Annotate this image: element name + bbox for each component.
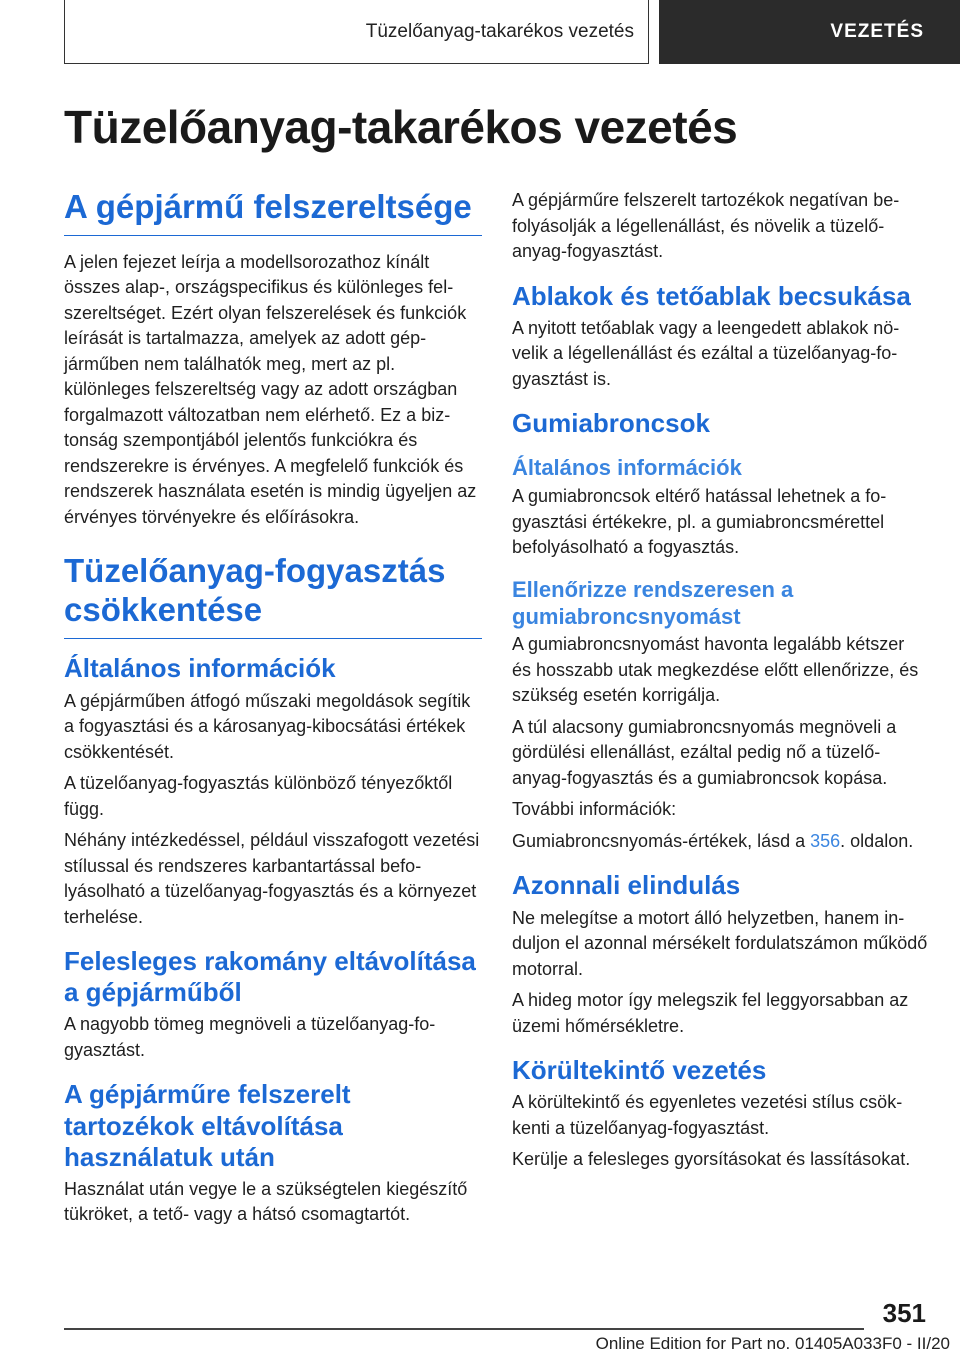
right-column: [512, 188, 928, 1179]
paragraph-factors: A tüzelőanyag-fogyasztás különböző tényezőktől függ.: [64, 773, 453, 819]
footer-divider: [64, 1328, 864, 1330]
page-number: 351: [882, 1298, 926, 1328]
subheading-remove-accessories: A gépjárműre felszerelt tartozékok eltávolítása használatuk után: [64, 1079, 351, 1172]
paragraph-remove-accessories: Használat után vegye le a szükségtelen kiegészítő tükröket, a tető- vagy a hátsó csomagtartót.: [64, 1178, 468, 1225]
subheading-tyre-pressure: Ellenőrizze rendszeresen a gumiabroncsnyomást: [512, 576, 794, 629]
footer-edition: Online Edition for Part no. 01405A033F0 - II/20: [595, 1334, 950, 1353]
section-title-fuel-reduction: Tüzelőanyag-fogyasztás csökkentése: [64, 552, 482, 639]
reference-suffix: . oldalon.: [840, 830, 914, 851]
paragraph-windows: A nyitott tetőablak vagy a leengedett ablakok növelik a légellenállást és ezáltal a tüzelőanyag-fogyasztást is.: [512, 317, 900, 389]
paragraph-tyres-general: A gumiabroncsok eltérő hatással lehetnek a fogyasztási értékekre, pl. a gumiabroncsmérettel befolyásolható a fogyasztás.: [512, 486, 887, 558]
page-title: Tüzelőanyag-takarékos vezetés: [64, 101, 738, 153]
paragraph-weight: A nagyobb tömeg megnöveli a tüzelőanyag-fogyasztást.: [64, 1014, 436, 1060]
paragraph-pressure-check: A gumiabroncsnyomást havonta legalább kétszer és hosszabb utak megkezdése előtt ellenőrizze, és szükség esetén korrigálja.: [512, 634, 919, 706]
subheading-windows: Ablakok és tetőablak becsukása: [512, 280, 911, 311]
subheading-general-info: Általános információk: [64, 653, 336, 684]
left-column: [64, 188, 482, 1234]
paragraph-pressure-low: A túl alacsony gumiabroncsnyomás megnöveli a gördülési ellenállást, ezáltal pedig nő a tüzelőanyag-fogyasztás és a gumiabroncsok kopása.: [512, 716, 897, 788]
paragraph-accessories-drag: A gépjárműre felszerelt tartozékok negatívan befolyásolják a légellenállást, és növelik a tüzelőanyag-fogyasztást.: [512, 190, 900, 261]
subheading-careful-driving: Körültekintő vezetés: [512, 1055, 767, 1086]
paragraph-more-info: További információk:: [512, 799, 677, 820]
paragraph-avoid-acceleration: Kerülje a felesleges gyorsításokat és lassításokat.: [512, 1149, 911, 1170]
subheading-tyres: Gumiabroncsok: [512, 408, 710, 439]
paragraph-equipment: A jelen fejezet leírja a modellsorozathoz kínált összes alap-, országspecifikus és különleges felszereltséget. Ezért olyan felszerelések és funkciók leírását is tartalmazza, amelyek az adott gépjárműben nem találhatók meg, mert az pl. különleges felszereltség vagy az adott országban forgalmazott változatban nem elérhető. Ez a biztonság szempontjából jelentős funkciókra és rendszerekre is érvényes. A megfelelő funkciók és rendszerek használata esetén is mindig ügyeljen az érvényes törvényekre és előírásokra.: [64, 251, 477, 527]
page-link-356[interactable]: 356: [810, 830, 841, 851]
paragraph-careful-style: A körültekintő és egyenletes vezetési stílus csökkenti a tüzelőanyag-fogyasztást.: [512, 1092, 903, 1138]
subheading-tyres-general: Általános információk: [512, 455, 742, 481]
header-chapter-tab[interactable]: [659, 0, 960, 64]
header-chapter-label: VEZETÉS: [830, 21, 924, 42]
header-section-tab: [64, 0, 649, 64]
paragraph-measures: Néhány intézkedéssel, például visszafogott vezetési stílussal és rendszeres karbantartással befolyásolható a tüzelőanyag-fogyasztás és a környezet terhelése.: [64, 830, 480, 927]
paragraph-pressure-reference: [512, 829, 928, 855]
subheading-immediate-start: Azonnali elindulás: [512, 870, 741, 901]
paragraph-start-engine: Ne melegítse a motort álló helyzetben, hanem induljon el azonnal mérsékelt fordulatszámon működő motorral.: [512, 907, 928, 979]
subheading-remove-load: Felesleges rakomány eltávolítása a gépjárműből: [64, 946, 476, 1008]
paragraph-cold-engine: A hideg motor így melegszik fel leggyorsabban az üzemi hőmérsékletre.: [512, 990, 909, 1036]
paragraph-technical-solutions: A gépjárműben átfogó műszaki megoldások segítik a fogyasztási és a károsanyag-kibocsátási értékek csökkentését.: [64, 690, 471, 762]
header-section-title: Tüzelőanyag-takarékos vezetés: [365, 20, 634, 42]
section-title-equipment: A gépjármű felszereltsége: [64, 188, 482, 236]
reference-text: Gumiabroncsnyomás-értékek, lásd a: [512, 830, 811, 851]
